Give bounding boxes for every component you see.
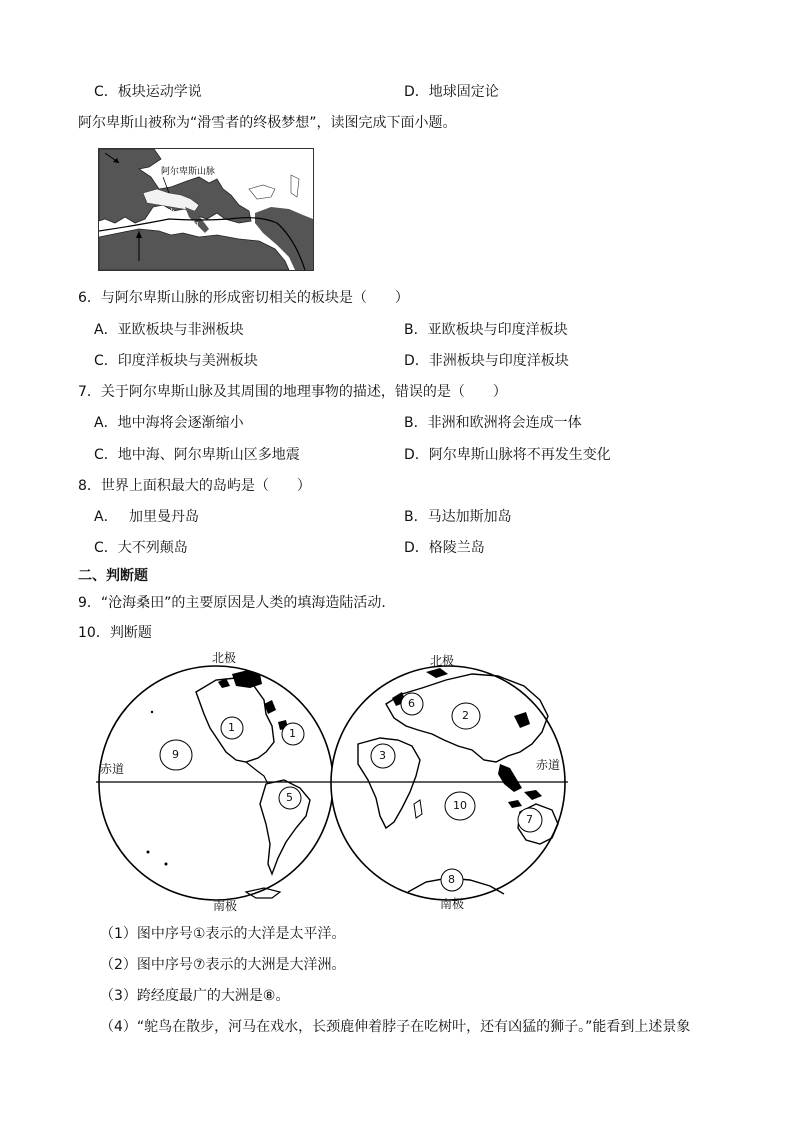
marker-label: 5 bbox=[286, 791, 293, 804]
equator-right-label: 赤道 bbox=[536, 758, 561, 772]
north-pole-left-label: 北极 bbox=[212, 651, 237, 665]
q10-statement-3: （3）跨经度最广的大洲是⑧。 bbox=[100, 988, 290, 1004]
map-label-zhong: 中 bbox=[189, 221, 199, 232]
map-label-hai: 海 bbox=[221, 223, 231, 234]
marker-label: 2 bbox=[462, 709, 469, 722]
q7-option-b: B．非洲和欧洲将会连成一体 bbox=[404, 415, 582, 431]
q6-option-b: B．亚欧板块与印度洋板块 bbox=[404, 322, 568, 338]
section-title: 二、判断题 bbox=[78, 568, 148, 584]
hemispheres-graphic bbox=[96, 652, 568, 914]
q8-option-c: C．大不列颠岛 bbox=[94, 540, 188, 556]
map-label-di: 地 bbox=[165, 209, 175, 220]
q7-option-a: A．地中海将会逐渐缩小 bbox=[94, 415, 244, 431]
marker-label: 9 bbox=[172, 748, 179, 761]
south-pole-right-label: 南极 bbox=[440, 897, 465, 911]
q6-stem: 6．与阿尔卑斯山脉的形成密切相关的板块是（ ） bbox=[78, 290, 409, 306]
marker-label: 7 bbox=[526, 813, 533, 826]
marker-label: 6 bbox=[408, 697, 415, 710]
q9-stem: 9．“沧海桑田”的主要原因是人类的填海造陆活动． bbox=[78, 595, 396, 611]
q7-stem: 7．关于阿尔卑斯山脉及其周围的地理事物的描述，错误的是（ ） bbox=[78, 384, 507, 400]
north-pole-right-label: 北极 bbox=[430, 654, 455, 668]
q8-stem: 8．世界上面积最大的岛屿是（ ） bbox=[78, 478, 311, 494]
marker-label: 8 bbox=[448, 873, 455, 886]
marker-label: 1 bbox=[289, 727, 296, 740]
q6-option-a: A．亚欧板块与非洲板块 bbox=[94, 322, 244, 338]
alps-map bbox=[98, 148, 314, 271]
equator-left-label: 赤道 bbox=[100, 762, 125, 776]
marker-label: 3 bbox=[379, 749, 386, 762]
hemispheres-map bbox=[96, 652, 568, 914]
q10-statement-4: （4）“鸵鸟在散步，河马在戏水，长颈鹿伸着脖子在吃树叶，还有凶猛的狮子。”能看到上述景象 bbox=[100, 1019, 691, 1035]
marker-label: 10 bbox=[453, 799, 467, 812]
q5-option-c: C．板块运动学说 bbox=[94, 84, 202, 100]
q7-option-c: C．地中海、阿尔卑斯山区多地震 bbox=[94, 447, 300, 463]
alps-intro-text: 阿尔卑斯山被称为“滑雪者的终极梦想”，读图完成下面小题。 bbox=[78, 115, 457, 131]
alps-label: 阿尔卑斯山脉 bbox=[161, 167, 216, 177]
q6-option-d: D．非洲板块与印度洋板块 bbox=[404, 353, 569, 369]
q10-stem: 10．判断题 bbox=[78, 625, 152, 641]
q10-statement-1: （1）图中序号①表示的大洋是太平洋。 bbox=[100, 926, 346, 942]
q5-option-d: D．地球固定论 bbox=[404, 84, 499, 100]
q7-option-d: D．阿尔卑斯山脉将不再发生变化 bbox=[404, 447, 611, 463]
q6-option-c: C．印度洋板块与美洲板块 bbox=[94, 353, 258, 369]
q8-option-b: B．马达加斯加岛 bbox=[404, 509, 512, 525]
marker-label: 1 bbox=[228, 721, 235, 734]
q8-option-d: D．格陵兰岛 bbox=[404, 540, 485, 556]
south-pole-left-label: 南极 bbox=[213, 899, 238, 913]
q8-option-a: A． 加里曼丹岛 bbox=[94, 509, 200, 525]
q10-statement-2: （2）图中序号⑦表示的大洲是大洋洲。 bbox=[100, 957, 346, 973]
